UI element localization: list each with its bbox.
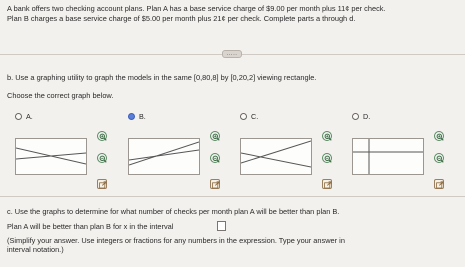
answer-hint-line-2: interval notation.)	[7, 245, 64, 254]
external-link-icon[interactable]	[97, 179, 107, 189]
option-d-graph	[352, 138, 424, 175]
part-c-prompt: c. Use the graphs to determine for what number of checks per month plan A will be better than plan B.	[7, 207, 340, 216]
option-c-label[interactable]: C.	[251, 112, 259, 121]
problem-intro-line-2: Plan B charges a base service charge of $5.00 per month plus 21¢ per check. Complete parts a through d.	[7, 14, 356, 23]
plan-b-line	[129, 142, 199, 165]
zoom-out-icon[interactable]	[322, 153, 332, 163]
zoom-in-icon[interactable]	[322, 131, 332, 141]
option-a-radio[interactable]	[15, 113, 22, 120]
option-d-radio[interactable]	[352, 113, 359, 120]
option-a-graph	[15, 138, 87, 175]
part-b-prompt: b. Use a graphing utility to graph the models in the same [0,80,8] by [0,20,2] viewing rectangle.	[7, 73, 317, 82]
option-c-graph	[240, 138, 312, 175]
option-b-radio[interactable]	[128, 113, 135, 120]
option-d-label[interactable]: D.	[363, 112, 371, 121]
external-link-icon[interactable]	[210, 179, 220, 189]
option-a-label[interactable]: A.	[26, 112, 33, 121]
choose-graph-label: Choose the correct graph below.	[7, 91, 114, 100]
zoom-in-icon[interactable]	[97, 131, 107, 141]
problem-intro-line-1: A bank offers two checking account plans. Plan A has a base service charge of $9.00 per month plus 11¢ per check.	[7, 4, 386, 13]
plan-a-line	[129, 150, 199, 160]
external-link-icon[interactable]	[322, 179, 332, 189]
plan-b-line	[16, 153, 86, 159]
answer-hint-line-1: (Simplify your answer. Use integers or fractions for any numbers in the expression. Type your answer in	[7, 236, 345, 245]
section-divider	[0, 196, 465, 197]
option-b-label[interactable]: B.	[139, 112, 146, 121]
option-b-graph	[128, 138, 200, 175]
option-c-radio[interactable]	[240, 113, 247, 120]
zoom-out-icon[interactable]	[97, 153, 107, 163]
external-link-icon[interactable]	[434, 179, 444, 189]
zoom-in-icon[interactable]	[434, 131, 444, 141]
zoom-out-icon[interactable]	[434, 153, 444, 163]
zoom-out-icon[interactable]	[210, 153, 220, 163]
expand-problem-button[interactable]: .....	[222, 50, 242, 58]
interval-answer-input[interactable]	[217, 221, 226, 231]
zoom-in-icon[interactable]	[210, 131, 220, 141]
answer-prefix: Plan A will be better than plan B for x in the interval	[7, 222, 174, 231]
